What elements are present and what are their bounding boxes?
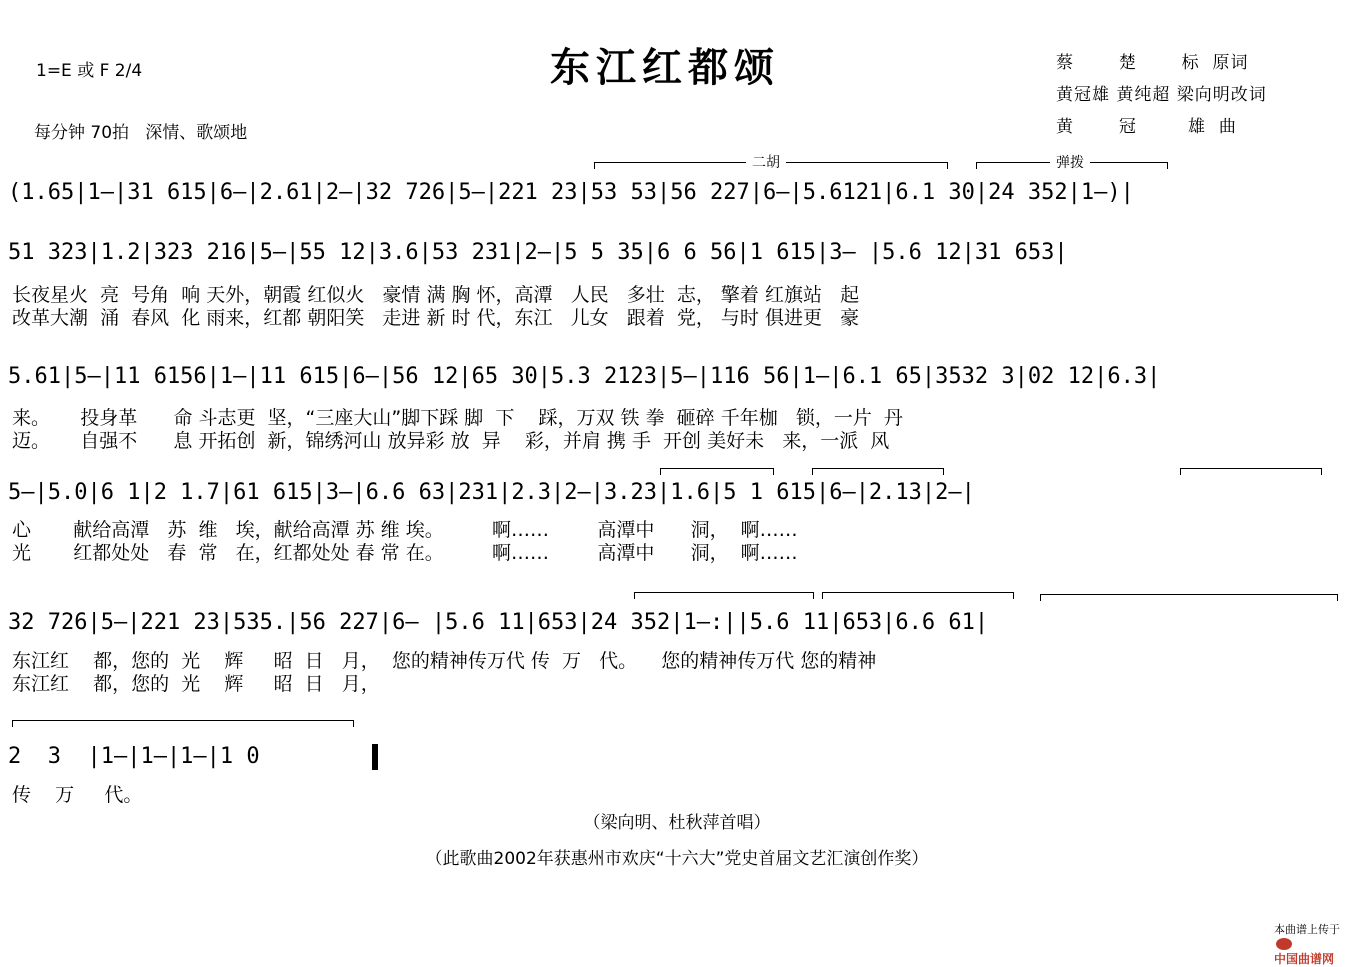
notation-line-2: 51 323|1.2|323 216|5—|55 12|3.6|53 231|2—|5 5 35|6 6 56|1 615|3— |5.6 12|31 653| bbox=[8, 240, 1068, 265]
notation-line-3: 5.61|5—|11 6156|1—|11 615|6—|56 12|65 30|5.3 2123|5—|116 56|1—|6.1 65|3532 3|02 12|6.3| bbox=[8, 364, 1161, 389]
lyric-line-3a: 来。 投身革 命 斗志更 坚，“三座大山”脚下踩 脚 下 踩，万双 铁 拳 砸碎 千年枷 锁，一片 丹 bbox=[12, 407, 903, 429]
tempo-marking: 每分钟 70拍 深情、歌颂地 bbox=[34, 123, 248, 143]
key-signature: 1=E 或 F 2/4 bbox=[36, 61, 143, 81]
tanbo-label: 弹拨 bbox=[1050, 152, 1090, 172]
notation-line-5: 32 726|5—|221 23|535.|56 227|6— |5.6 11|653|24 352|1—:||5.6 11|653|6.6 61| bbox=[8, 610, 989, 635]
award-note: （此歌曲2002年获惠州市欢庆“十六大”党史首届文艺汇演创作奖） bbox=[425, 849, 929, 869]
erhu-label: 二胡 bbox=[746, 152, 786, 172]
lyric-line-2b: 改革大潮 涌 春风 化 雨来，红都 朝阳笑 走进 新 时 代，东江 儿女 跟着 党， 与时 俱进更 豪 bbox=[12, 307, 860, 329]
credit-composer: 黄 冠 雄 曲 bbox=[1056, 117, 1237, 137]
slur-4c bbox=[1180, 468, 1322, 475]
slur-4a bbox=[660, 468, 774, 475]
lyric-line-5a: 东江红 都，您的 光 辉 昭 日 月， 您的精神传万代 传 万 代。 您的精神传万代 您的精神 bbox=[12, 650, 877, 672]
notation-line-4: 5—|5.0|6 1|2 1.7|61 615|3—|6.6 63|231|2.3|2—|3.23|1.6|5 1 615|6—|2.13|2—| bbox=[8, 480, 975, 505]
song-title: 东江红都颂 bbox=[550, 45, 780, 91]
lyric-line-2a: 长夜星火 亮 号角 响 天外，朝霞 红似火 豪情 满 胸 怀，高潭 人民 多壮 志， 擎着 红旗站 起 bbox=[12, 284, 860, 306]
notation-line-6: 2 3 |1—|1—|1—|1 0 bbox=[8, 744, 260, 769]
slur-5c bbox=[1040, 594, 1338, 601]
upload-footer bbox=[1267, 908, 1340, 967]
lyric-line-3b: 迈。 自强不 息 开拓创 新，锦绣河山 放异彩 放 异 彩，并肩 携 手 开创 美好未 来，一派 风 bbox=[12, 430, 890, 452]
site-logo-icon bbox=[1276, 938, 1292, 950]
lyric-line-6: 传 万 代。 bbox=[12, 784, 143, 806]
slur-4b bbox=[812, 468, 944, 475]
site-name[interactable]: 中国曲谱网 bbox=[1274, 952, 1335, 966]
lyric-line-4a: 心 献给高潭 苏 维 埃，献给高潭 苏 维 埃。 啊…… 高潭中 洞， 啊…… bbox=[12, 519, 798, 541]
credit-reviser: 黄冠雄 黄纯超 梁向明改词 bbox=[1056, 85, 1267, 105]
credit-lyricist: 蔡 楚 标 原词 bbox=[1056, 53, 1249, 73]
notation-line-1: (1.65|1—|31 615|6—|2.61|2—|32 726|5—|221 23|53 53|56 227|6—|5.6121|6.1 30|24 352|1—)| bbox=[8, 180, 1134, 205]
slur-5a bbox=[634, 592, 814, 599]
lyric-line-5b: 东江红 都，您的 光 辉 昭 日 月， bbox=[12, 673, 380, 695]
premiere-note: （梁向明、杜秋萍首唱） bbox=[583, 813, 771, 833]
final-barline bbox=[372, 744, 378, 770]
slur-5b bbox=[822, 592, 1014, 599]
upload-text: 本曲谱上传于 bbox=[1274, 923, 1340, 936]
lyric-line-4b: 光 红都处处 春 常 在，红都处处 春 常 在。 啊…… 高潭中 洞， 啊…… bbox=[12, 542, 798, 564]
ending-bracket bbox=[12, 720, 354, 727]
